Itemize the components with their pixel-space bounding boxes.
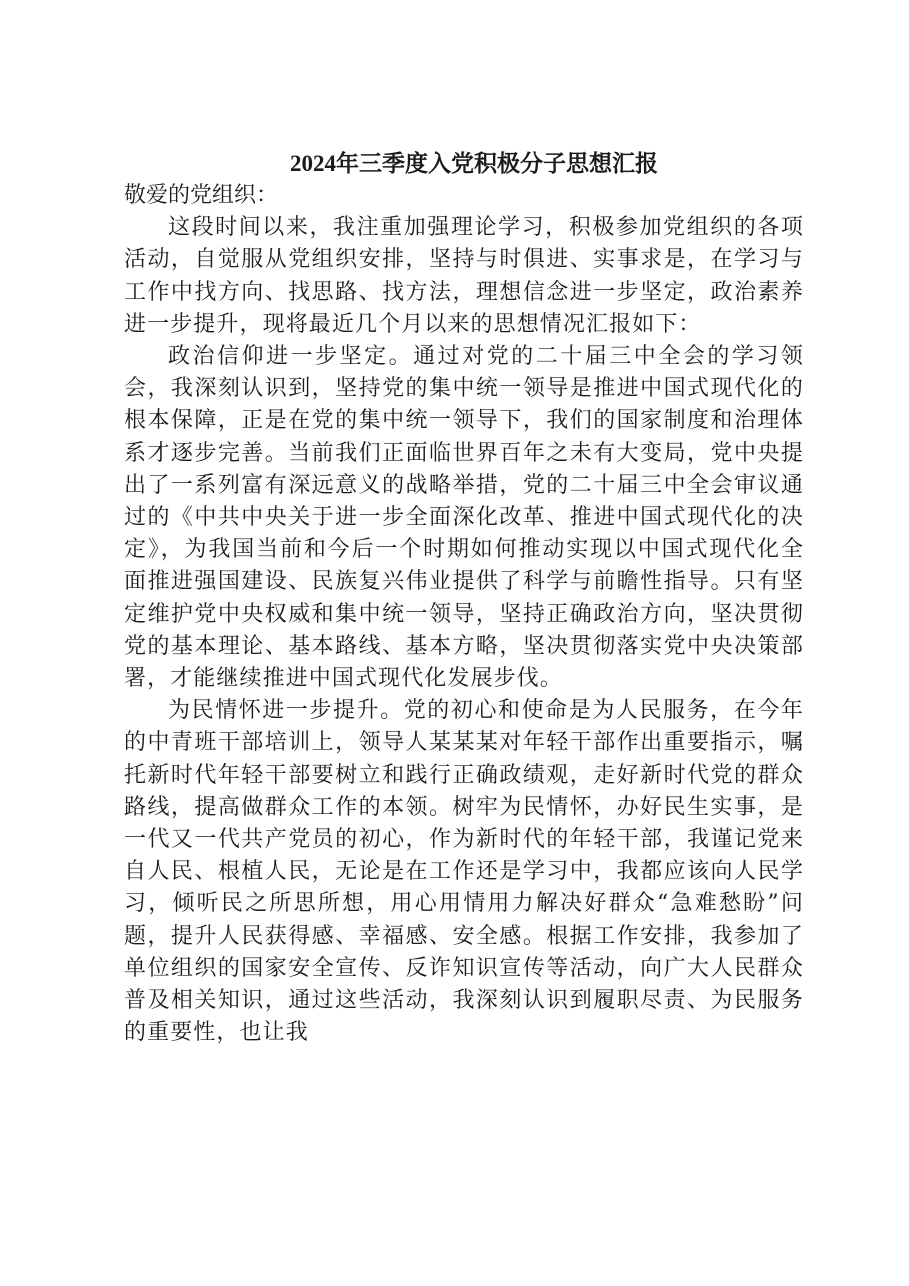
- paragraph-people-sentiment: 为民情怀进一步提升。党的初心和使命是为人民服务，在今年的中青班干部培训上，领导人某某某对年轻干部作出重要指示，嘱托新时代年轻干部要树立和践行正确政绩观，走好新时代党的群众路线，提高做群众工作的本领。树牢为民情怀，办好民生实事，是一代又一代共产党员的初心，作为新时代的年轻干部，我谨记党来自人民、根植人民，无论是在工作还是学习中，我都应该向人民学习，倾听民之所思所想，用心用情用力解决好群众“急难愁盼”问题，提升人民获得感、幸福感、安全感。根据工作安排，我参加了单位组织的国家安全宣传、反诈知识宣传等活动，向广大人民群众普及相关知识，通过这些活动，我深刻认识到履职尽责、为民服务的重要性，也让我: [124, 698, 804, 1046]
- paragraph-political-belief: 政治信仰进一步坚定。通过对党的二十届三中全会的学习领会，我深刻认识到，坚持党的集中统一领导是推进中国式现代化的根本保障，正是在党的集中统一领导下，我们的国家制度和治理体系才逐步完善。当前我们正面临世界百年之未有大变局，党中央提出了一系列富有深远意义的战略举措，党的二十届三中全会审议通过的《中共中央关于进一步全面深化改革、推进中国式现代化的决定》，为我国当前和今后一个时期如何推动实现以中国式现代化全面推进强国建设、民族复兴伟业提供了科学与前瞻性指导。只有坚定维护党中央权威和集中统一领导，坚持正确政治方向，坚决贯彻党的基本理论、基本路线、基本方略，坚决贯彻落实党中央决策部署，才能继续推进中国式现代化发展步伐。: [124, 344, 804, 692]
- paragraph-intro: 这段时间以来，我注重加强理论学习，积极参加党组织的各项活动，自觉服从党组织安排，坚持与时俱进、实事求是，在学习与工作中找方向、找思路、找方法，理想信念进一步坚定，政治素养进一步提升，现将最近几个月以来的思想情况汇报如下：: [124, 215, 804, 337]
- document-title: 2024年三季度入党积极分子思想汇报: [290, 151, 658, 176]
- document-body: [124, 148, 804, 1049]
- salutation: 敬爱的党组织：: [124, 183, 279, 208]
